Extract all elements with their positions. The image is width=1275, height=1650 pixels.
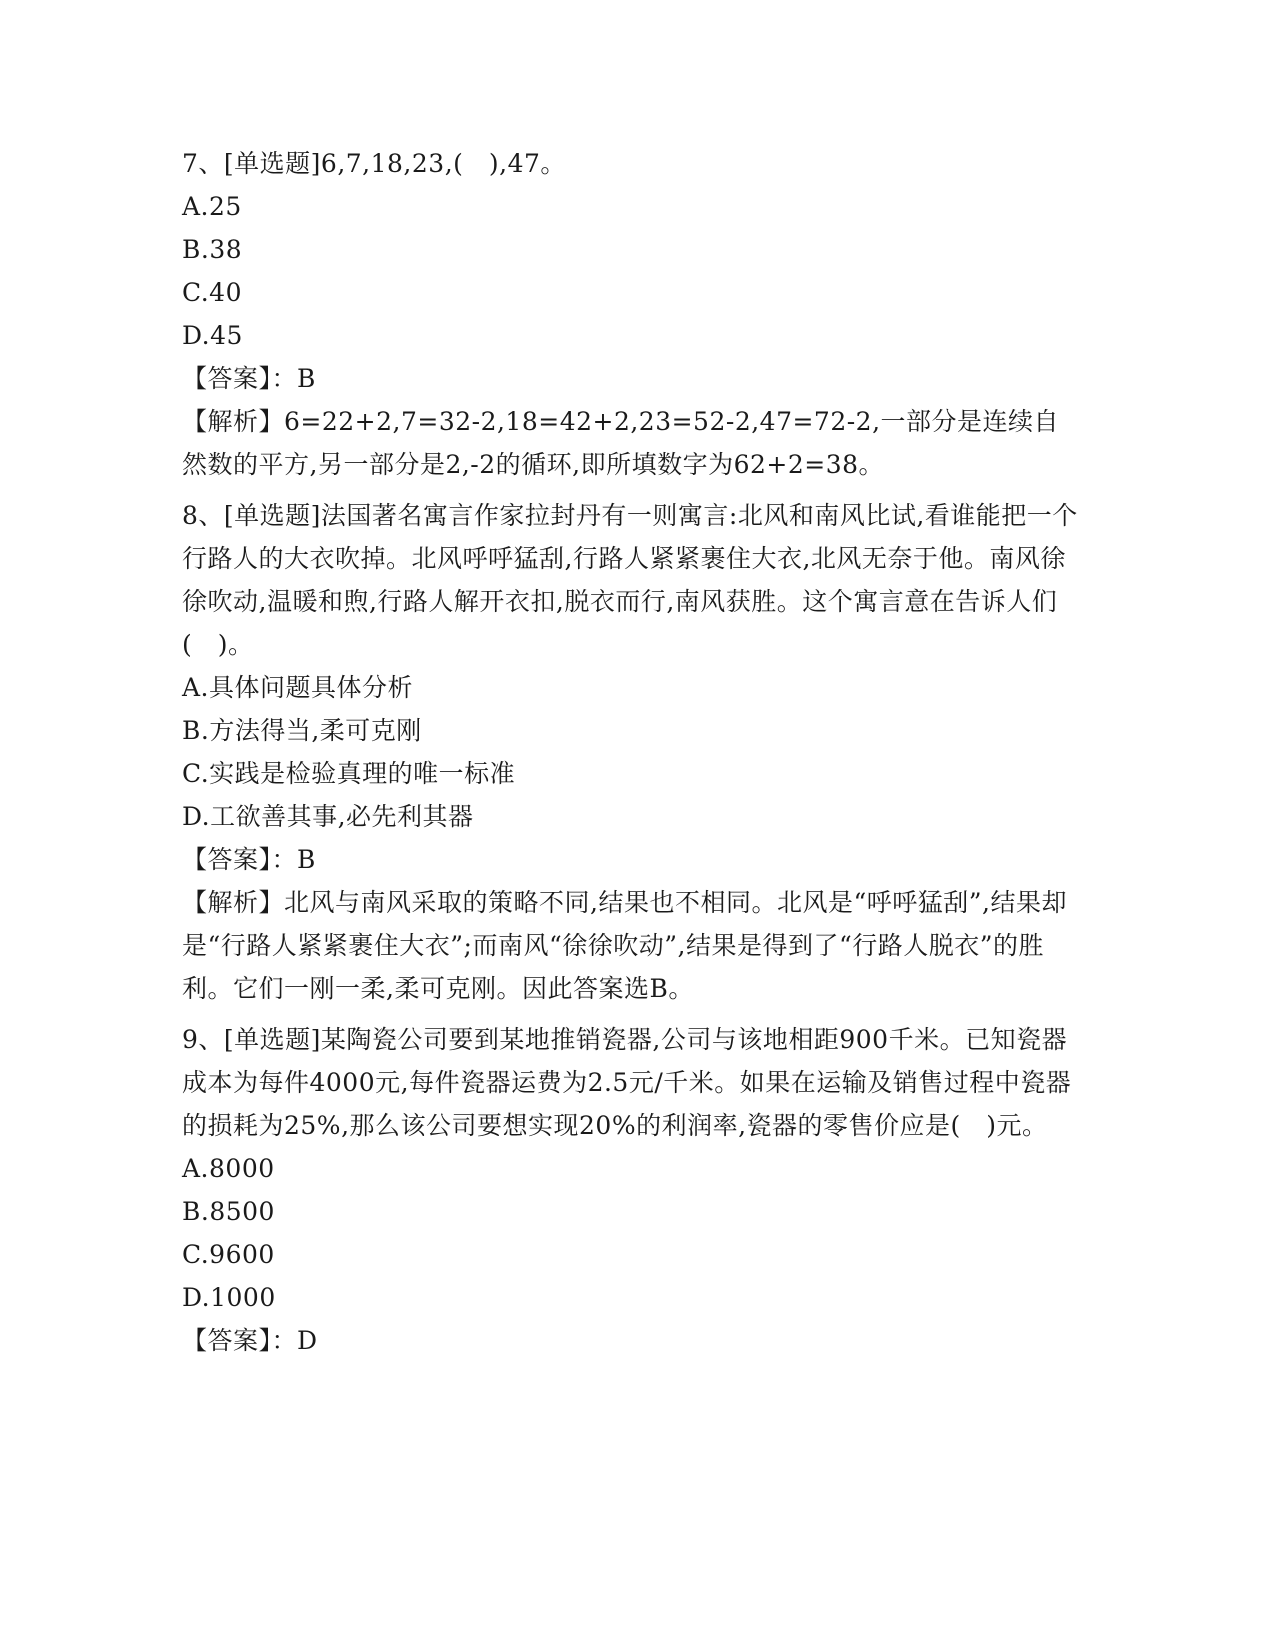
analysis: 【解析】北风与南风采取的策略不同,结果也不相同。北风是“呼呼猛刮”,结果却是“行路人紧紧裹住大衣”;而南风“徐徐吹动”,结果是得到了“行路人脱衣”的胜利。它们一刚一柔,柔可克刚。因此答案选B。 <box>182 888 1067 1003</box>
question-8 <box>182 494 1082 1010</box>
option-c: C.40 <box>182 278 242 307</box>
option-d: D.工欲善其事,必先利其器 <box>182 802 474 831</box>
question-stem: 7、[单选题]6,7,18,23,( ),47。 <box>182 149 566 178</box>
answer: 【答案】：B <box>182 364 316 393</box>
analysis: 【解析】6=22+2,7=32-2,18=42+2,23=52-2,47=72-2,一部分是连续自然数的平方,另一部分是2,-2的循环,即所填数字为62+2=38。 <box>182 407 1060 479</box>
spacer <box>182 486 1082 494</box>
question-stem: 9、[单选题]某陶瓷公司要到某地推销瓷器,公司与该地相距900千米。已知瓷器成本为每件4000元,每件瓷器运费为2.5元/千米。如果在运输及销售过程中瓷器的损耗为25%,那么该公司要想实现20%的利润率,瓷器的零售价应是( )元。 <box>182 1025 1072 1140</box>
question-9 <box>182 1018 1082 1362</box>
option-d: D.1000 <box>182 1283 276 1312</box>
answer: 【答案】：B <box>182 845 316 874</box>
option-b: B.方法得当,柔可克刚 <box>182 716 422 745</box>
option-b: B.38 <box>182 235 243 264</box>
option-b: B.8500 <box>182 1197 275 1226</box>
option-a: A.具体问题具体分析 <box>182 673 414 702</box>
question-stem: 8、[单选题]法国著名寓言作家拉封丹有一则寓言:北风和南风比试,看谁能把一个行路人的大衣吹掉。北风呼呼猛刮,行路人紧紧裹住大衣,北风无奈于他。南风徐徐吹动,温暖和煦,行路人解开衣扣,脱衣而行,南风获胜。这个寓言意在告诉人们( )。 <box>182 501 1078 659</box>
option-c: C.实践是检验真理的唯一标准 <box>182 759 516 788</box>
spacer <box>182 1010 1082 1018</box>
option-a: A.25 <box>182 192 242 221</box>
option-c: C.9600 <box>182 1240 275 1269</box>
document-page <box>182 142 1082 1362</box>
question-7 <box>182 142 1082 486</box>
option-a: A.8000 <box>182 1154 275 1183</box>
option-d: D.45 <box>182 321 243 350</box>
answer: 【答案】：D <box>182 1326 318 1355</box>
